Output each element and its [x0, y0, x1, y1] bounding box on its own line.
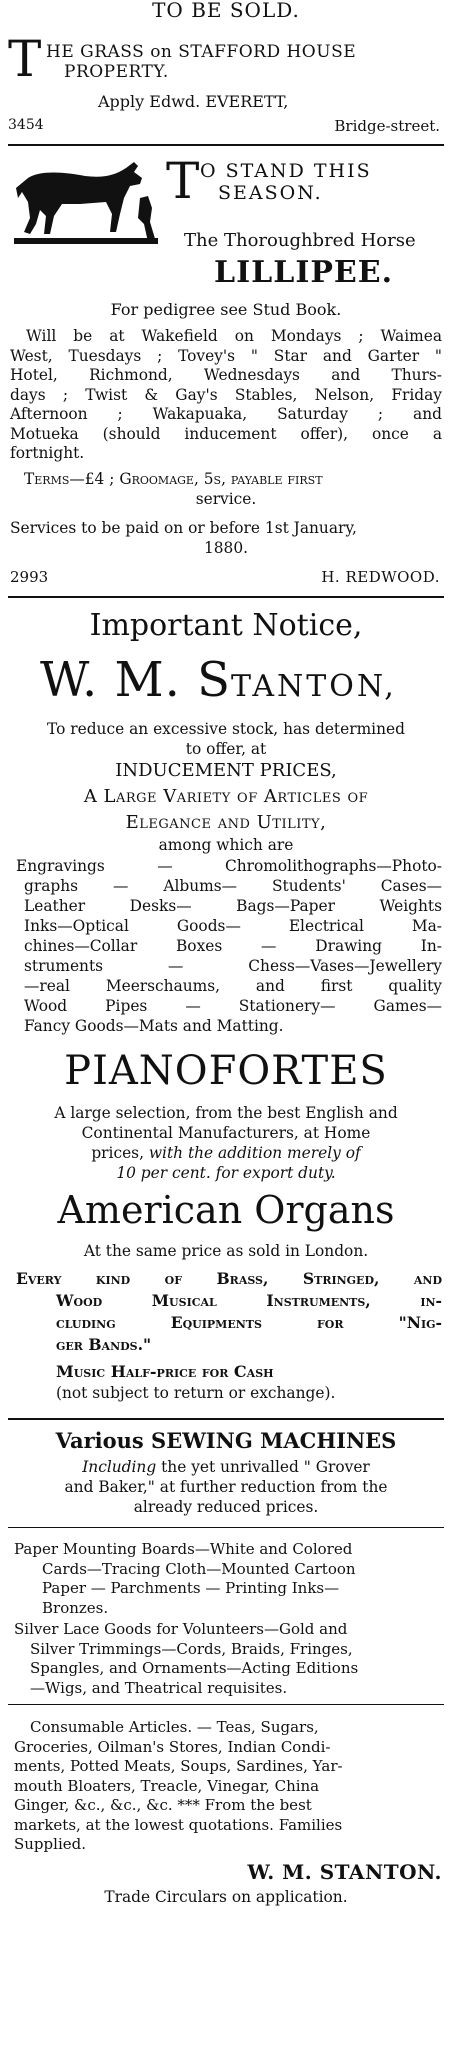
ad3-piano-body2: Continental Manufacturers, at Home	[81, 1124, 371, 1142]
ad2-terms1: Terms—£4 ; Groomage, 5s, payable first	[24, 470, 323, 488]
ad2-sign: H. REDWOOD.	[321, 568, 440, 586]
divider-rule	[8, 1418, 444, 1420]
ad3-paper	[14, 1540, 444, 1618]
ad3-list	[16, 856, 442, 1036]
ad3-consumable-line: markets, at the lowest quotations. Families	[14, 1815, 343, 1834]
ad2-head2: SEASON.	[218, 182, 323, 204]
ad3-intro-5: among which are	[158, 836, 294, 854]
ad3-sewing3: already reduced prices.	[133, 1498, 319, 1516]
ad3-sewing1	[0, 1458, 452, 1476]
ad1-ref: 3454	[8, 117, 44, 133]
ad3-consumable-line: Groceries, Oilman's Stores, Indian Condi-	[14, 1737, 331, 1756]
ad2-body-line: Hotel, Richmond, Wednesdays and Thurs-	[10, 366, 442, 384]
divider-rule	[8, 144, 444, 146]
ad3-consumable-line: mouth Bloaters, Treacle, Vinegar, China	[14, 1776, 320, 1795]
ad2-body	[10, 327, 442, 464]
ad3-intro-4: Elegance and Utility,	[125, 812, 327, 833]
ad3-music2: (not subject to return or exchange).	[56, 1384, 336, 1402]
ad3-silver-line: Silver Trimmings—Cords, Braids, Fringes,	[30, 1639, 353, 1658]
ad3-piano-body3-italic: with the addition merely of	[143, 1144, 361, 1162]
ad3-intro-1: to offer, at	[185, 740, 267, 758]
ad2-body-line: West, Tuesdays ; Tovey's " Star and Garter "	[10, 346, 442, 365]
ad3-intro-2: INDUCEMENT PRICES,	[115, 760, 337, 781]
ad3-brass-line: Every kind of Brass, Stringed, and	[16, 1269, 442, 1288]
ad3-paper-line: Paper Mounting Boards—White and Colored	[14, 1540, 353, 1558]
ad1-dropcap: T	[8, 30, 42, 88]
ad3-paper-line: Paper — Parchments — Printing Inks—	[42, 1579, 340, 1597]
ad3-name-big: W. M. S	[40, 652, 232, 708]
ad1-heading: TO BE SOLD.	[152, 0, 300, 22]
ad2-head1: O STAND THIS	[200, 160, 372, 182]
ad3-list-line: Fancy Goods—Mats and Matting.	[24, 1017, 284, 1035]
ad3-list-line: Engravings — Chromolithographs—Photo-	[16, 857, 442, 875]
ad1-line2: PROPERTY.	[64, 62, 169, 82]
ad2-body-line: Afternoon ; Wakapuaka, Saturday ; and	[10, 405, 442, 423]
ad2-ref: 2993	[10, 568, 49, 586]
ad3-brass-line: Wood Musical Instruments, in-	[56, 1291, 442, 1310]
ad2-body-line: fortnight.	[10, 444, 85, 462]
ad3-list-line: chines—Collar Boxes — Drawing In-	[24, 937, 442, 955]
ad3-brass	[16, 1268, 442, 1356]
ad2-body-line: days ; Twist & Gay's Stables, Nelson, Friday	[10, 385, 442, 404]
ad3-sewing2: and Baker," at further reduction from the	[64, 1478, 388, 1496]
ad3-list-line: Wood Pipes — Stationery— Games—	[24, 997, 442, 1015]
ad2-body-line: Motueka (should inducement offer), once a	[10, 424, 442, 443]
ad3-sewing: Various SEWING MACHINES	[55, 1428, 397, 1453]
ad3-list-line: —real Meerschaums, and first quality	[24, 977, 442, 995]
ad3-paper-line: Cards—Tracing Cloth—Mounted Cartoon	[42, 1559, 356, 1578]
ad1-line1: HE GRASS on STAFFORD HOUSE	[46, 42, 357, 62]
ad3-consumable-line: Ginger, &c., &c., &c. *** From the best	[14, 1796, 312, 1814]
ad3-sewing1-italic: Including	[82, 1458, 157, 1476]
ad3-silver	[14, 1620, 444, 1698]
ad3-piano-body3-text: prices,	[91, 1144, 144, 1162]
ad2-services1: Services to be paid on or before 1st January,	[10, 519, 357, 537]
ad3-piano-body3	[0, 1144, 452, 1162]
ad3-pianofortes: PIANOFORTES	[64, 1048, 388, 1094]
ad3-piano-body4: 10 per cent. for export duty.	[116, 1164, 336, 1182]
ad3-signature: W. M. STANTON.	[247, 1860, 442, 1884]
ad3-list-line: Inks—Optical Goods— Electrical Ma-	[24, 917, 442, 935]
ad3-silver-line: —Wigs, and Theatrical requisites.	[30, 1678, 288, 1697]
ad3-intro-0: To reduce an excessive stock, has determined	[47, 720, 405, 738]
ad3-consumable-line: Consumable Articles. — Teas, Sugars,	[30, 1718, 319, 1736]
ad3-intro-3: A Large Variety of Articles of	[83, 786, 369, 807]
ad3-brass-line: ger Bands."	[56, 1335, 152, 1354]
ad2-dropcap: T	[166, 152, 200, 210]
divider-rule	[8, 1704, 444, 1705]
divider-rule	[8, 596, 444, 598]
ad2-services2: 1880.	[203, 539, 249, 557]
ad1-street: Bridge-street.	[334, 117, 440, 135]
ad3-silver-line: Spangles, and Ornaments—Acting Editions	[30, 1659, 359, 1677]
ad3-organs: American Organs	[57, 1188, 395, 1232]
ad3-sewing1-text: the yet unrivalled " Grover	[156, 1458, 370, 1476]
ad2-name: LILLIPEE.	[214, 255, 394, 290]
ad1-line3: Apply Edwd. EVERETT,	[98, 92, 289, 111]
ad3-circulars: Trade Circulars on application.	[104, 1888, 348, 1906]
ad3-notice: Important Notice,	[89, 608, 363, 643]
ad2-subtitle: The Thoroughbred Horse	[184, 230, 416, 251]
ad3-consumable-line: ments, Potted Meats, Soups, Sardines, Yar-	[14, 1757, 343, 1775]
ad3-name-rest: TANTON,	[231, 669, 397, 704]
ad3-list-line: Leather Desks— Bags—Paper Weights	[24, 897, 442, 915]
ad3-list-line: struments — Chess—Vases—Jewellery	[24, 957, 442, 975]
ad3-silver-line: Silver Lace Goods for Volunteers—Gold and	[14, 1620, 348, 1638]
ad3-list-line: graphs — Albums— Students' Cases—	[24, 877, 442, 895]
ad2-body-line: Will be at Wakefield on Mondays ; Waimea	[26, 327, 442, 345]
ad3-paper-line: Bronzes.	[42, 1598, 109, 1617]
ad3-brass-line: cluding Equipments for "Nig-	[56, 1313, 442, 1332]
ad3-consumable	[14, 1718, 444, 1855]
ad2-terms2: service.	[195, 490, 257, 508]
ad3-organs-body: At the same price as sold in London.	[83, 1242, 369, 1260]
ad2-pedigree: For pedigree see Stud Book.	[110, 300, 342, 319]
horse-icon	[10, 158, 160, 248]
ad3-name	[40, 652, 440, 708]
ad3-piano-body1: A large selection, from the best English and	[54, 1104, 398, 1122]
divider-rule	[8, 1527, 444, 1528]
ad3-consumable-line: Supplied.	[14, 1835, 86, 1853]
ad3-music1: Music Half-price for Cash	[56, 1362, 274, 1381]
